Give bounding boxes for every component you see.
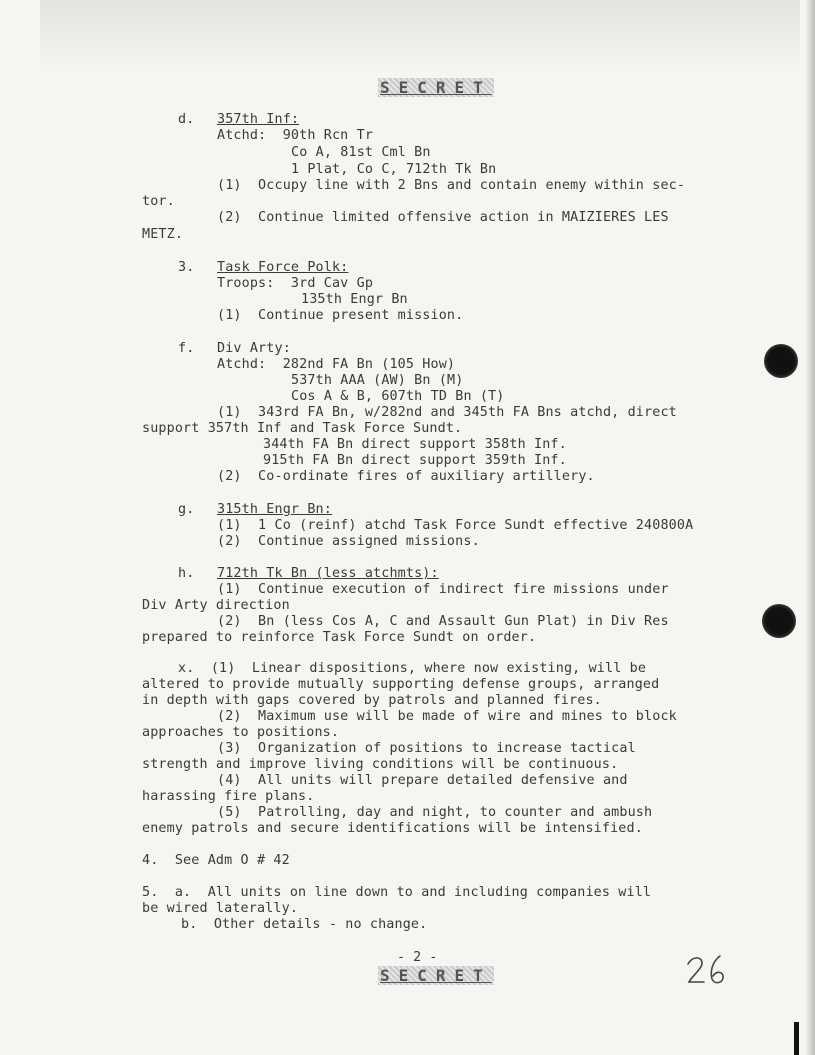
para-d-label: d. xyxy=(178,112,195,127)
para-d-item-1-cont: tor. xyxy=(142,194,175,209)
para-x-item-1-cont-2: in depth with gaps covered by patrols and planned fires. xyxy=(142,693,602,708)
para-f-attached: Atchd: 282nd FA Bn (105 How) xyxy=(217,357,456,372)
para-d-item-2-cont: METZ. xyxy=(142,227,184,242)
handwritten-number-mark xyxy=(684,950,744,990)
para-e-troops: Troops: 3rd Cav Gp xyxy=(217,276,374,291)
para-x-item-2: (2) Maximum use will be made of wire and mines to block xyxy=(217,709,677,724)
para-d-title: 357th Inf: xyxy=(217,112,300,127)
punch-hole-middle xyxy=(762,604,796,638)
para-g-label: g. xyxy=(178,502,195,517)
para-f-attached-3: Cos A & B, 607th TD Bn (T) xyxy=(291,389,505,404)
para-x-item-1: x. (1) Linear dispositions, where now existing, will be xyxy=(178,661,647,676)
page-number: - 2 - xyxy=(397,950,438,965)
para-x-item-4: (4) All units will prepare detailed defensive and xyxy=(217,773,628,788)
para-5a: 5. a. All units on line down to and including companies will xyxy=(142,885,652,900)
para-h-item-1-cont: Div Arty direction xyxy=(142,598,290,613)
para-f-label: f. xyxy=(178,341,195,356)
para-4: 4. See Adm O # 42 xyxy=(142,853,290,868)
para-e-item-1: (1) Continue present mission. xyxy=(217,308,464,323)
para-g-item-1: (1) 1 Co (reinf) atchd Task Force Sundt effective 240800A xyxy=(217,518,694,533)
classification-stamp-bottom: SECRET xyxy=(380,966,492,985)
para-f-attached-2: 537th AAA (AW) Bn (M) xyxy=(291,373,464,388)
classification-stamp-top: SECRET xyxy=(380,78,492,97)
para-x-item-4-cont: harassing fire plans. xyxy=(142,789,315,804)
punch-hole-top xyxy=(764,344,798,378)
para-5a-cont: be wired laterally. xyxy=(142,901,299,916)
para-x-item-2-cont: approaches to positions. xyxy=(142,725,340,740)
para-d-attached-3: 1 Plat, Co C, 712th Tk Bn xyxy=(291,162,497,177)
para-e-label: 3. xyxy=(178,260,195,275)
scan-edge-mark xyxy=(794,1022,799,1055)
para-f-item-1-cont: support 357th Inf and Task Force Sundt. xyxy=(142,421,463,436)
para-f-item-1-cont-3: 915th FA Bn direct support 359th Inf. xyxy=(263,453,567,468)
para-h-item-2-cont: prepared to reinforce Task Force Sundt on order. xyxy=(142,630,537,645)
para-5b: b. Other details - no change. xyxy=(181,917,428,932)
para-x-item-5-cont: enemy patrols and secure identifications will be intensified. xyxy=(142,821,643,836)
para-x-item-5: (5) Patrolling, day and night, to counter and ambush xyxy=(217,805,653,820)
para-x-item-3-cont: strength and improve living conditions will be continuous. xyxy=(142,757,619,772)
para-g-item-2: (2) Continue assigned missions. xyxy=(217,534,480,549)
para-h-item-2: (2) Bn (less Cos A, C and Assault Gun Plat) in Div Res xyxy=(217,614,669,629)
para-x-item-3: (3) Organization of positions to increase tactical xyxy=(217,741,636,756)
para-f-title: Div Arty: xyxy=(217,341,291,356)
para-h-title: 712th Tk Bn (less atchmts): xyxy=(217,566,439,581)
scan-edge-shadow xyxy=(805,0,815,1055)
para-h-item-1: (1) Continue execution of indirect fire missions under xyxy=(217,582,669,597)
para-e-title: Task Force Polk: xyxy=(217,260,349,275)
para-h-label: h. xyxy=(178,566,195,581)
para-g-title: 315th Engr Bn: xyxy=(217,502,332,517)
para-x-item-1-cont: altered to provide mutually supporting defense groups, arranged xyxy=(142,677,660,692)
para-d-attached: Atchd: 90th Rcn Tr xyxy=(217,128,374,143)
para-d-attached-2: Co A, 81st Cml Bn xyxy=(291,145,431,160)
para-f-item-1: (1) 343rd FA Bn, w/282nd and 345th FA Bns atchd, direct xyxy=(217,405,677,420)
scan-shading xyxy=(40,0,800,70)
para-e-troops-2: 135th Engr Bn xyxy=(301,292,408,307)
para-f-item-2: (2) Co-ordinate fires of auxiliary artillery. xyxy=(217,469,595,484)
para-d-item-2: (2) Continue limited offensive action in MAIZIERES LES xyxy=(217,210,669,225)
para-d-item-1: (1) Occupy line with 2 Bns and contain enemy within sec- xyxy=(217,178,686,193)
para-f-item-1-cont-2: 344th FA Bn direct support 358th Inf. xyxy=(263,437,567,452)
